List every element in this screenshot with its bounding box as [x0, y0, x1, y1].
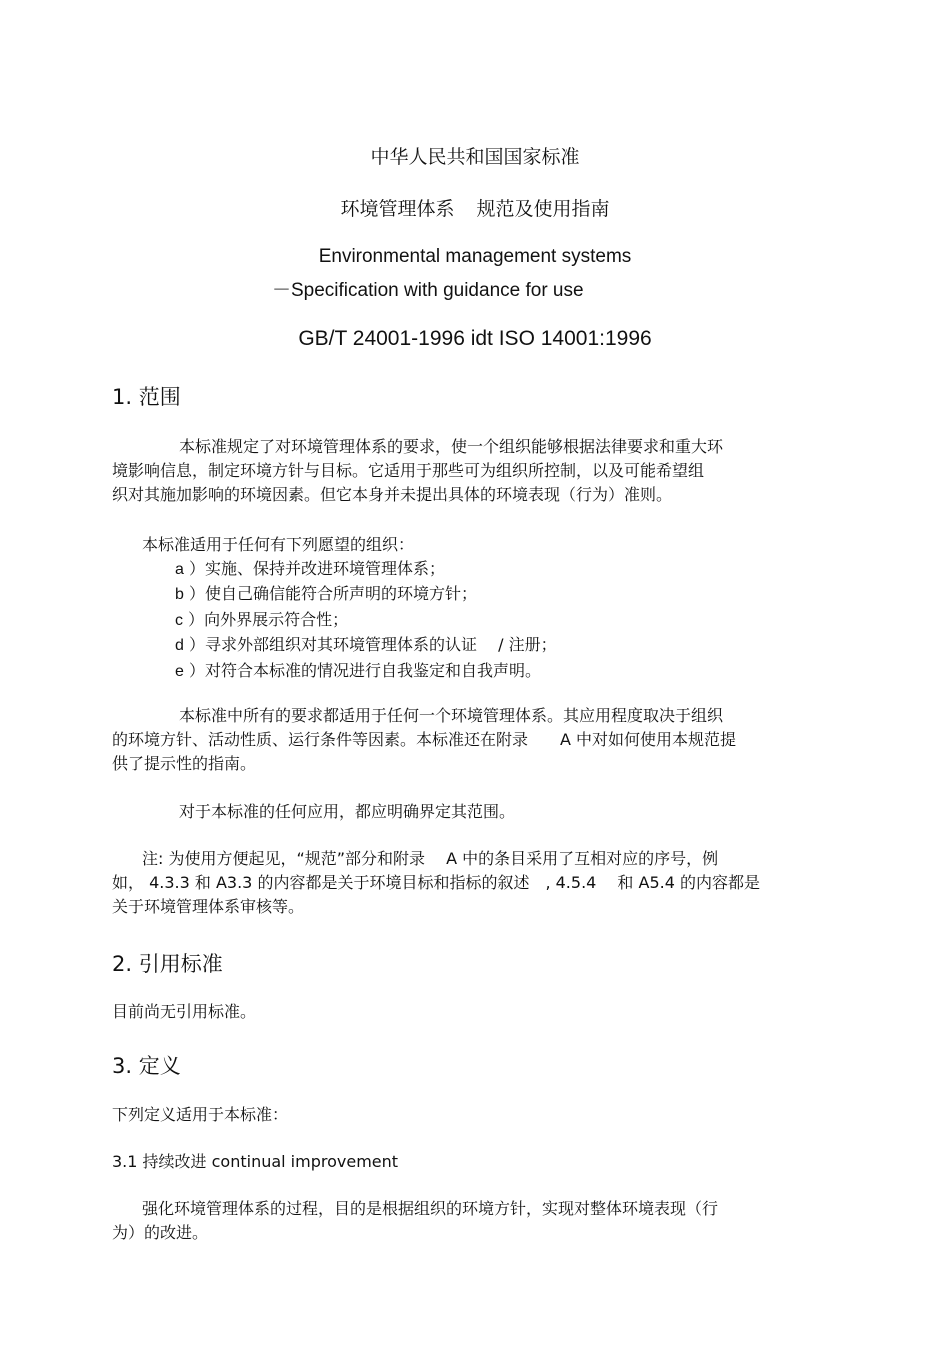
section-heading-normative-references: 2. 引用标准 [112, 952, 223, 976]
section-heading-scope: 1. 范围 [112, 385, 181, 409]
subtitle-part1: 环境管理体系 [340, 198, 455, 220]
text-line: 供了提示性的指南。 [112, 754, 257, 773]
text-line: 如， 4.3.3 和 A3.3 的内容都是关于环境目标和指标的叙述 , 4.5.4 和 A5.4 的内容都是 [112, 873, 760, 892]
scope-note [112, 847, 832, 919]
scope-paragraph-2: 本标准适用于任何有下列愿望的组织： [142, 535, 415, 554]
list-item [175, 557, 557, 582]
text-line: 关于环境管理体系审核等。 [112, 897, 305, 916]
list-item-text: ）寻求外部组织对其环境管理体系的认证 / 注册； [189, 635, 557, 655]
scope-paragraph-4: 对于本标准的任何应用，都应明确界定其范围。 [179, 802, 516, 821]
scope-list [175, 557, 557, 684]
list-marker: d [175, 637, 184, 655]
list-item [175, 659, 557, 684]
section-heading-definitions: 3. 定义 [112, 1054, 181, 1078]
scope-paragraph-1 [112, 435, 832, 507]
list-marker: b [175, 586, 184, 604]
text-line: 强化环境管理体系的过程，目的是根据组织的环境方针，实现对整体环境表现（行 [142, 1199, 719, 1218]
text-line: 本标准中所有的要求都适用于任何一个环境管理体系。其应用程度取决于组织 [179, 706, 724, 725]
list-marker: c [175, 611, 183, 629]
text-line: 的环境方针、活动性质、运行条件等因素。本标准还在附录 A 中对如何使用本规范提 [112, 730, 737, 749]
document-title-en-line2: －Specification with guidance for use [272, 280, 584, 301]
text-line: 境影响信息，制定环境方针与目标。它适用于那些可为组织所控制，以及可能希望组 [112, 461, 705, 480]
text-line: 注: 为使用方便起见，“规范”部分和附录 A 中的条目采用了互相对应的序号，例 [142, 849, 719, 868]
scope-paragraph-3 [112, 704, 832, 776]
normative-references-text: 目前尚无引用标准。 [112, 1002, 257, 1021]
text-line: 为）的改进。 [112, 1223, 209, 1242]
list-item [175, 608, 557, 633]
list-item [175, 633, 557, 658]
document-title-en-line1: Environmental management systems [318, 246, 632, 267]
subtitle-part2: 规范及使用指南 [476, 198, 610, 220]
list-item-text: ）使自己确信能符合所声明的环境方针； [189, 584, 478, 604]
term-definition-continual-improvement [112, 1197, 832, 1245]
list-marker: e [175, 662, 184, 680]
text-line: 本标准规定了对环境管理体系的要求，使一个组织能够根据法律要求和重大环 [179, 437, 724, 456]
list-marker: a [175, 561, 184, 578]
standard-number: GB/T 24001-1996 idt ISO 14001:1996 [298, 327, 652, 350]
list-item-text: ）对符合本标准的情况进行自我鉴定和自我声明。 [189, 660, 542, 680]
document-title-cn: 中华人民共和国国家标准 [370, 146, 580, 168]
list-item-text: ）实施、保持并改进环境管理体系； [189, 559, 446, 578]
list-item-text: ）向外界展示符合性； [188, 609, 349, 629]
term-heading-continual-improvement: 3.1 持续改进 continual improvement [112, 1152, 399, 1171]
text-line: 织对其施加影响的环境因素。但它本身并未提出具体的环境表现（行为）准则。 [112, 485, 673, 504]
definitions-intro: 下列定义适用于本标准： [112, 1105, 289, 1124]
list-item [175, 582, 557, 607]
document-subtitle-cn [0, 194, 950, 221]
